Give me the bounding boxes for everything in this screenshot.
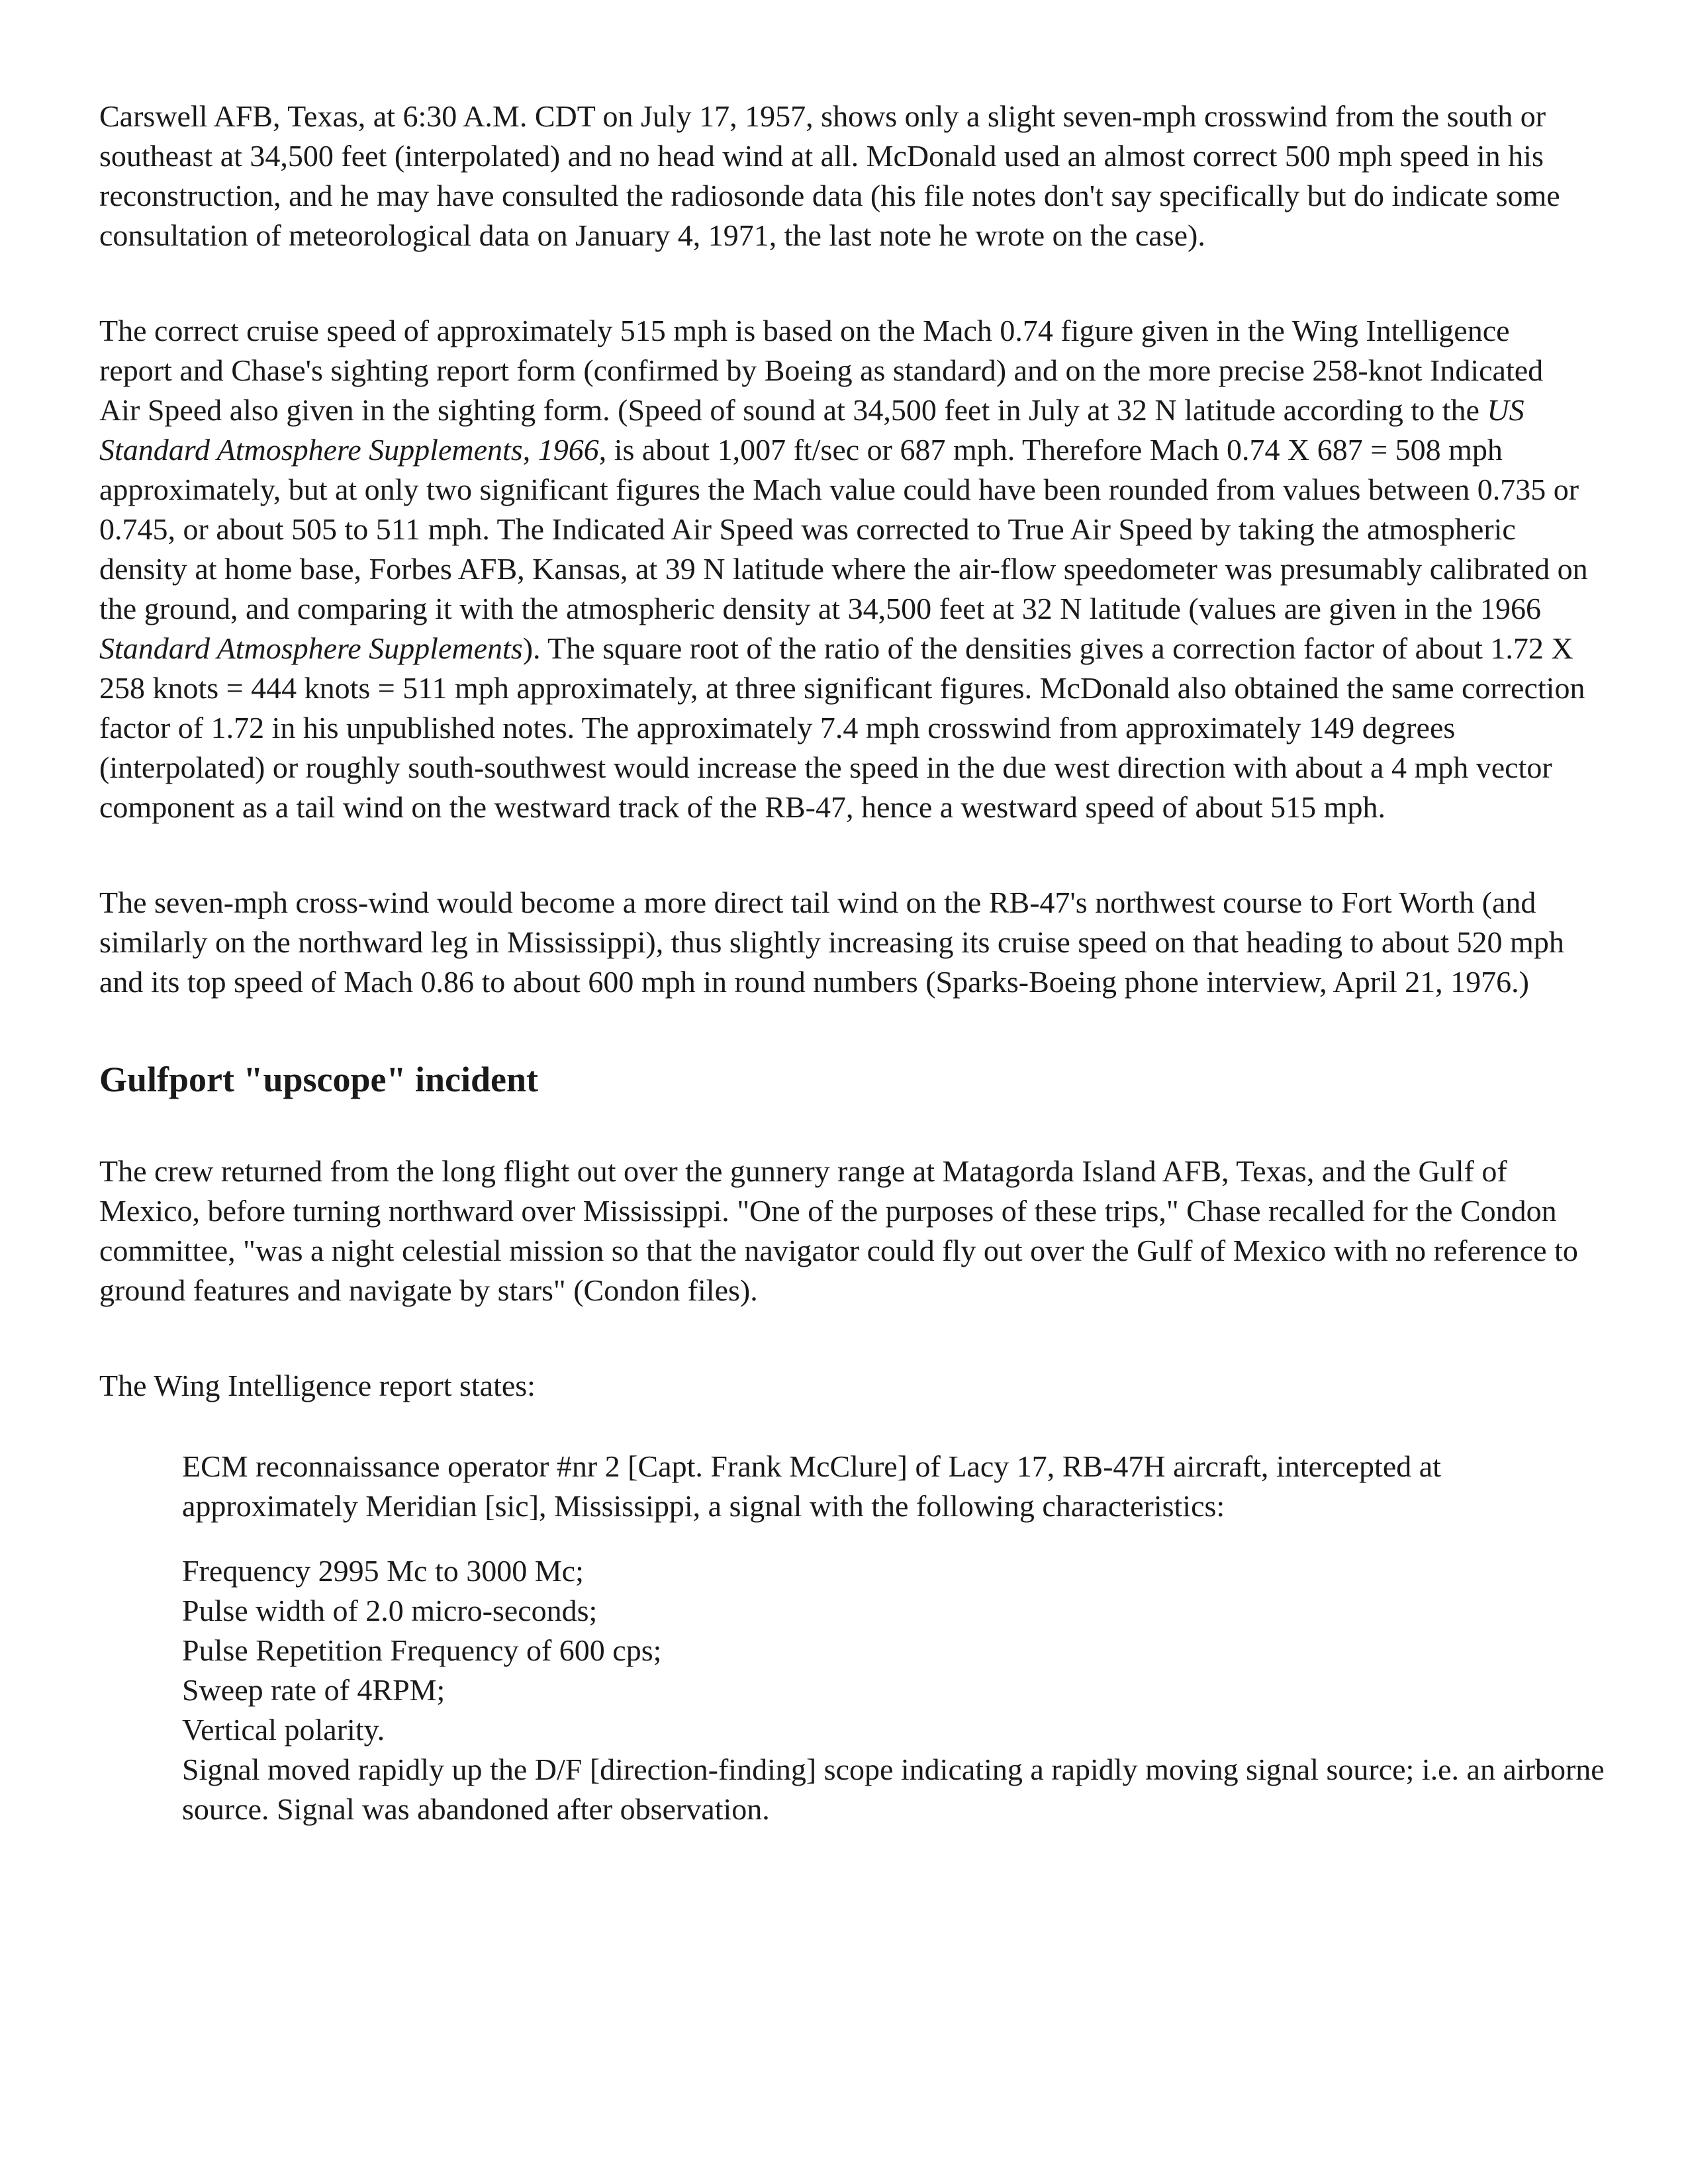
paragraph-carswell-winds: Carswell AFB, Texas, at 6:30 A.M. CDT on July 17, 1957, shows only a slight seven-mph crosswind from the south or southeast at 34,500 feet (interpolated) and no head wind at all. McDonald used an almost correct 500 mph speed in his reconstruction, and he may have consulted the radiosonde data (his file notes don't say specifically but do indicate some consultation of meteorological data on January 4, 1971, the last note he wrote on the case).	[99, 99, 1560, 252]
paragraph-cruise-speed-text-3: , is about 1,007 ft/sec or 687 mph. Therefore Mach 0.74 X 687 = 508 mph approximately, but at only two significant figures the Mach value could have been rounded from values between 0.735 or 0.745, or about 505 to 511 mph. The Indicated Air Speed was corrected to True Air Speed by taking the atmospheric density at home base, Forbes AFB, Kansas, at 39 N latitude where the air-flow speedometer was presumably calibrated on the ground, and comparing it with the atmospheric density at 34,500 feet at 32 N latitude (values are given in the 1966	[99, 433, 1588, 625]
citation-year: 1966	[538, 433, 599, 467]
paragraph-wing-intel-intro: The Wing Intelligence report states:	[99, 1369, 536, 1402]
quote-line-prf: Pulse Repetition Frequency of 600 cps;	[182, 1633, 662, 1667]
quote-line-pulse-width: Pulse width of 2.0 micro-seconds;	[182, 1594, 598, 1627]
quote-line-polarity: Vertical polarity.	[182, 1713, 385, 1747]
paragraph-crew-returned: The crew returned from the long flight out over the gunnery range at Matagorda Island AFB, Texas, and the Gulf of Mexico, before turning northward over Mississippi. "One of the purposes of these trips," Chase recalled for the Condon committee, "was a night celestial mission so that the navigator could fly out over the Gulf of Mexico with no reference to ground features and navigate by stars" (Condon files).	[99, 1154, 1578, 1307]
paragraph-cruise-speed-text-4: ). The square root of the ratio of the densities gives a correction factor of about 1.72 X 258 knots = 444 knots = 511 mph approximately, at three significant figures. McDonald also obtained the same correction factor of 1.72 in his unpublished notes. The approximately 7.4 mph crosswind from approximately 149 degrees (interpolated) or roughly south-southwest would increase the speed in the due west direction with about a 4 mph vector component as a tail wind on the westward track of the RB-47, hence a westward speed of about 515 mph.	[99, 631, 1585, 824]
paragraph-cruise-speed-text-2: ,	[522, 433, 538, 467]
citation-standard-atmosphere-supplements: Standard Atmosphere Supplements	[99, 631, 523, 665]
paragraph-cruise-speed	[99, 311, 1589, 827]
citation-us-standard-atmosphere: US Standard Atmosphere Supplements	[99, 393, 1524, 467]
quote-line-frequency: Frequency 2995 Mc to 3000 Mc;	[182, 1554, 584, 1588]
quote-line-signal-moved: Signal moved rapidly up the D/F [direction-finding] scope indicating a rapidly moving signal source; i.e. an airborne source. Signal was abandoned after observation.	[182, 1752, 1605, 1826]
quote-line-sweep-rate: Sweep rate of 4RPM;	[182, 1673, 445, 1707]
quote-intro: ECM reconnaissance operator #nr 2 [Capt. Frank McClure] of Lacy 17, RB-47H aircraft, intercepted at approximately Meridian [sic], Mississippi, a signal with the following characteristics:	[182, 1449, 1441, 1523]
document-page	[99, 97, 1605, 1829]
paragraph-tail-wind: The seven-mph cross-wind would become a more direct tail wind on the RB-47's northwest course to Fort Worth (and similarly on the northward leg in Mississippi), thus slightly increasing its cruise speed on that heading to about 520 mph and its top speed of Mach 0.86 to about 600 mph in round numbers (Sparks-Boeing phone interview, April 21, 1976.)	[99, 886, 1564, 999]
quote-signal-characteristics	[182, 1551, 1605, 1829]
paragraph-cruise-speed-text-1: The correct cruise speed of approximately 515 mph is based on the Mach 0.74 figure given in the Wing Intelligence report and Chase's sighting report form (confirmed by Boeing as standard) and on the more precise 258-knot Indicated Air Speed also given in the sighting form. (Speed of sound at 34,500 feet in July at 32 N latitude according to the	[99, 314, 1544, 427]
section-heading-gulfport: Gulfport "upscope" incident	[99, 1060, 539, 1099]
blockquote-wing-intelligence	[182, 1447, 1605, 1829]
